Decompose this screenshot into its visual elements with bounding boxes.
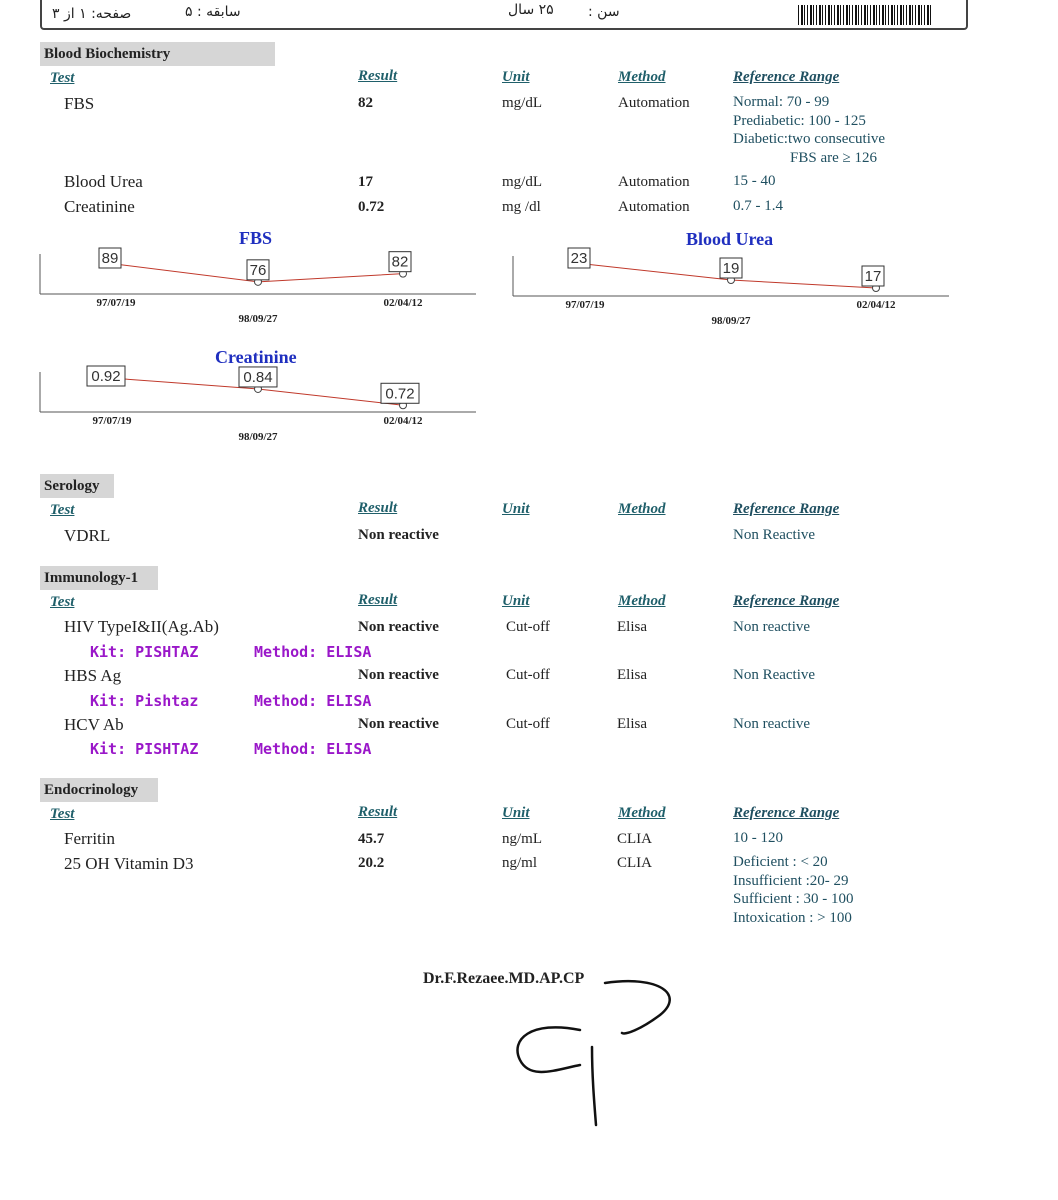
age-value: ۲۵ سال [508,2,554,18]
unit-hbs: Cut-off [506,667,550,683]
chart-svg [40,248,480,338]
chart-creatinine [40,366,480,461]
chart-title-blood-urea: Blood Urea [686,229,774,249]
result-fbs: 82 [358,95,373,111]
chart-svg [513,248,953,338]
data-label: 76 [249,261,267,279]
ref-fbs-prediabetic: Prediabetic: 100 - 125 [733,113,866,129]
result-hcv: Non reactive [358,716,439,732]
unit-creatinine: mg /dl [502,199,541,215]
result-ferritin: 45.7 [358,831,385,847]
col-test: Test [50,806,75,822]
method-vitamin-d3: CLIA [617,855,652,871]
tick-label: 97/07/19 [96,297,136,309]
tick-label: 02/04/12 [383,297,423,309]
col-method: Method [618,593,666,609]
ref-hbs: Non Reactive [733,667,816,683]
tick-label: 02/04/12 [383,415,423,427]
ref-vdrl: Non Reactive [733,527,816,543]
section-serology: Serology [40,474,114,498]
unit-hcv: Cut-off [506,716,550,732]
chart-svg [40,366,480,456]
chart-fbs [40,248,480,343]
method-hcv: Elisa [617,716,647,732]
section-immunology: Immunology-1 [40,566,158,590]
col-unit: Unit [502,805,530,821]
method-hiv: Elisa [617,619,647,635]
col-test: Test [50,594,75,610]
doctor-name: Dr.F.Rezaee.MD.AP.CP [423,970,585,987]
unit-blood-urea: mg/dL [502,174,542,190]
data-label: 17 [864,268,882,285]
method-creatinine: Automation [618,199,690,215]
data-label: 0.92 [91,368,121,385]
col-unit: Unit [502,593,530,609]
result-hiv: Non reactive [358,619,439,635]
col-unit: Unit [502,501,530,517]
section-endocrinology: Endocrinology [40,778,158,802]
test-hcv: HCV Ab [64,715,124,734]
col-result: Result [358,592,398,608]
data-label: 89 [101,250,119,267]
chart-blood-urea [513,248,953,343]
ref-ferritin: 10 - 120 [733,830,783,846]
kit-method-hbs: Method: ELISA [254,692,372,710]
method-fbs: Automation [618,95,690,111]
history-count: سابقه : ۵ [185,4,241,20]
ref-fbs-normal: Normal: 70 - 99 [733,94,830,110]
unit-ferritin: ng/mL [502,831,542,847]
tick-label: 98/09/27 [711,315,751,327]
method-hbs: Elisa [617,667,647,683]
col-reference: Reference Range [733,69,840,85]
col-method: Method [618,69,666,85]
data-label: 0.84 [243,368,273,386]
chart-title-fbs: FBS [239,228,273,248]
chart-title-creatinine: Creatinine [215,347,297,367]
test-blood-urea: Blood Urea [64,172,143,191]
tick-label: 02/04/12 [856,299,896,311]
ref-vitd-intoxication: Intoxication : > 100 [733,910,852,926]
ref-fbs-diabetic: Diabetic:two consecutive [733,131,886,147]
col-result: Result [358,68,398,84]
ref-vitd-sufficient: Sufficient : 30 - 100 [733,891,854,907]
ref-fbs-diabetic-2: FBS are ≥ 126 [790,150,877,166]
result-vdrl: Non reactive [358,527,439,543]
test-ferritin: Ferritin [64,829,115,848]
kit-hcv: Kit: PISHTAZ [90,740,199,758]
col-test: Test [50,502,75,518]
tick-label: 97/07/19 [92,415,132,427]
ref-blood-urea: 15 - 40 [733,173,776,189]
col-result: Result [358,804,398,820]
section-biochemistry: Blood Biochemistry [40,42,275,66]
test-vitamin-d3: 25 OH Vitamin D3 [64,854,194,873]
data-label: 23 [570,250,588,267]
kit-method-hcv: Method: ELISA [254,740,372,758]
ref-vitd-insufficient: Insufficient :20- 29 [733,873,849,889]
method-blood-urea: Automation [618,174,690,190]
col-reference: Reference Range [733,805,840,821]
result-blood-urea: 17 [358,174,373,190]
data-label: 82 [391,253,409,271]
tick-label: 97/07/19 [565,299,605,311]
col-method: Method [618,501,666,517]
col-result: Result [358,500,398,516]
col-test: Test [50,70,75,86]
test-hiv: HIV TypeI&II(Ag.Ab) [64,617,219,636]
page-number: صفحه: ۱ از ۳ [52,6,132,22]
tick-label: 98/09/27 [238,431,278,443]
method-ferritin: CLIA [617,831,652,847]
test-vdrl: VDRL [64,526,111,545]
test-hbs: HBS Ag [64,666,122,685]
data-label: 19 [722,260,740,277]
test-creatinine: Creatinine [64,197,135,216]
col-unit: Unit [502,69,530,85]
kit-method-hiv: Method: ELISA [254,643,372,661]
ref-hiv: Non reactive [733,619,811,635]
unit-vitamin-d3: ng/ml [502,855,538,871]
barcode-icon [798,5,932,25]
col-reference: Reference Range [733,593,840,609]
result-vitamin-d3: 20.2 [358,855,385,871]
tick-label: 98/09/27 [238,313,278,325]
ref-vitd-deficient: Deficient : < 20 [733,854,828,870]
age-label: سن : [588,4,620,20]
col-method: Method [618,805,666,821]
kit-hiv: Kit: PISHTAZ [90,643,199,661]
ref-creatinine: 0.7 - 1.4 [733,198,783,214]
data-label: 0.72 [385,385,415,403]
kit-hbs: Kit: Pishtaz [90,692,199,710]
unit-hiv: Cut-off [506,619,550,635]
result-creatinine: 0.72 [358,199,385,215]
col-reference: Reference Range [733,501,840,517]
result-hbs: Non reactive [358,667,439,683]
ref-hcv: Non reactive [733,716,811,732]
test-fbs: FBS [64,94,95,113]
signature-drawing [510,975,680,1135]
unit-fbs: mg/dL [502,95,542,111]
